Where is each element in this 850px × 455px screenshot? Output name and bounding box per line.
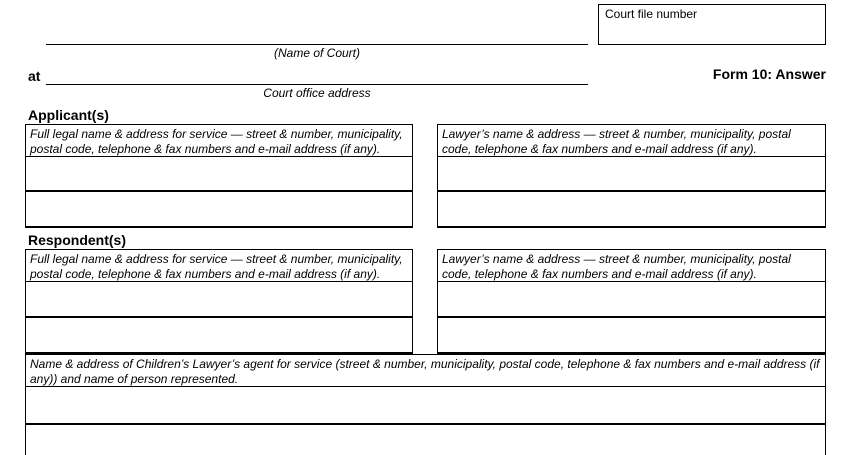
childrens-lawyer-caption: Name & address of Children’s Lawyer’s agent for service (street & number, municipality, postal code, telephone & fax numbers and e-mail address (if any)) and name of person represented.	[30, 357, 820, 386]
court-file-number-label: Court file number	[605, 7, 698, 21]
respondent-party-input-1[interactable]	[26, 282, 412, 316]
applicant-party-caption-cell	[25, 124, 413, 157]
respondent-lawyer-input-2[interactable]	[438, 318, 825, 352]
form-title: Form 10: Answer	[712, 66, 826, 82]
at-label: at	[28, 68, 41, 84]
applicant-lawyer-field-1[interactable]	[437, 157, 826, 192]
applicant-lawyer-field-2[interactable]	[437, 192, 826, 228]
applicant-lawyer-caption: Lawyer’s name & address — street & number, municipality, postal code, telephone & fax numbers and e-mail address (if any).	[442, 127, 791, 156]
applicants-heading: Applicant(s)	[28, 107, 109, 123]
respondent-lawyer-caption-cell	[437, 249, 826, 282]
childrens-lawyer-field-1[interactable]	[25, 387, 826, 425]
court-office-address-line[interactable]	[46, 84, 588, 85]
applicant-party-caption: Full legal name & address for service — street & number, municipality, postal code, telephone & fax numbers and e-mail address (if any).	[30, 127, 403, 156]
childrens-lawyer-field-2[interactable]	[25, 425, 826, 455]
childrens-lawyer-input-2[interactable]	[26, 425, 825, 455]
applicant-party-input-1[interactable]	[26, 157, 412, 190]
applicant-lawyer-caption-cell	[437, 124, 826, 157]
respondents-heading: Respondent(s)	[28, 232, 126, 248]
respondent-party-field-1[interactable]	[25, 282, 413, 318]
respondent-lawyer-field-2[interactable]	[437, 318, 826, 354]
respondent-party-input-2[interactable]	[26, 318, 412, 352]
court-office-caption: Court office address	[263, 86, 371, 100]
applicant-party-field-1[interactable]	[25, 157, 413, 192]
applicant-party-input-2[interactable]	[26, 192, 412, 226]
childrens-lawyer-input-1[interactable]	[26, 387, 825, 423]
respondent-party-field-2[interactable]	[25, 318, 413, 354]
childrens-lawyer-caption-cell	[25, 354, 826, 387]
applicant-lawyer-input-2[interactable]	[438, 192, 825, 226]
court-file-number-box[interactable]	[598, 4, 826, 45]
name-of-court-line[interactable]	[46, 44, 588, 45]
respondent-lawyer-field-1[interactable]	[437, 282, 826, 318]
respondent-lawyer-caption: Lawyer’s name & address — street & number, municipality, postal code, telephone & fax numbers and e-mail address (if any).	[442, 252, 791, 281]
applicant-party-field-2[interactable]	[25, 192, 413, 228]
respondent-party-caption: Full legal name & address for service — street & number, municipality, postal code, telephone & fax numbers and e-mail address (if any).	[30, 252, 403, 281]
respondent-party-caption-cell	[25, 249, 413, 282]
name-of-court-caption: (Name of Court)	[273, 46, 361, 60]
applicant-lawyer-input-1[interactable]	[438, 157, 825, 190]
respondent-lawyer-input-1[interactable]	[438, 282, 825, 316]
